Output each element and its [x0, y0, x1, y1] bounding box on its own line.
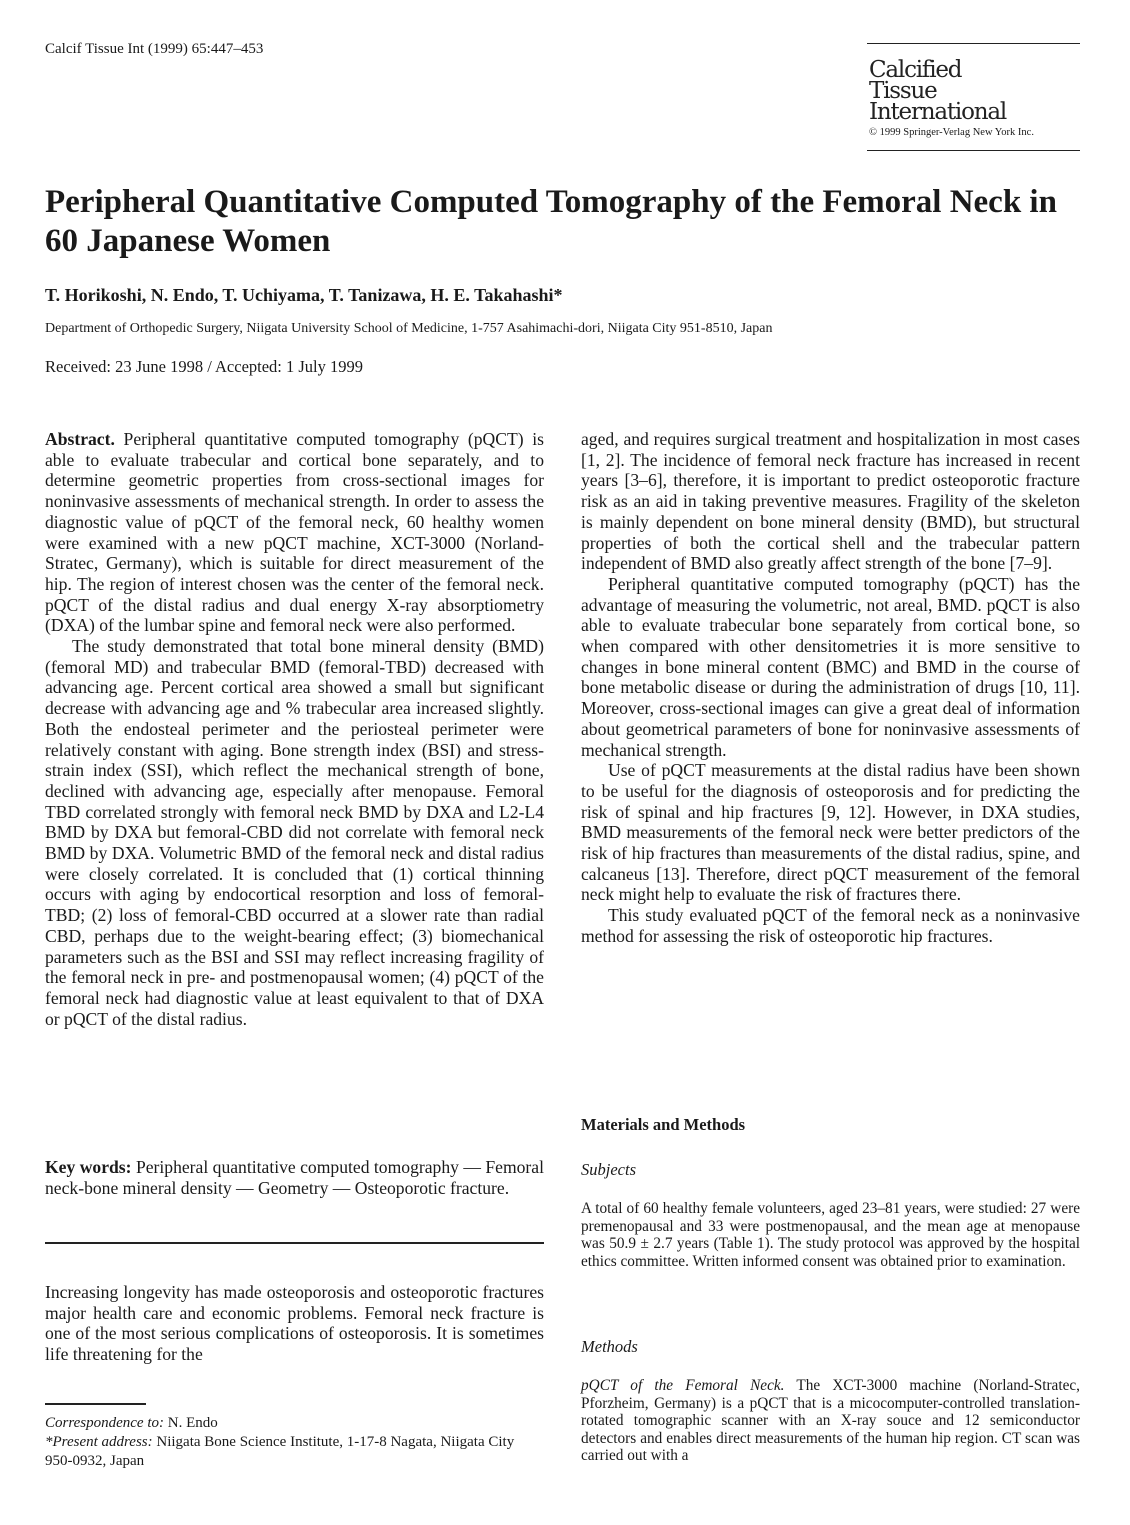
keywords-label: Key words:: [45, 1157, 132, 1177]
received-dates: Received: 23 June 1998 / Accepted: 1 July 1999: [45, 357, 364, 376]
abstract-label: Abstract.: [45, 429, 115, 449]
subjects-heading: Subjects: [581, 1160, 636, 1179]
journal-citation: Calcif Tissue Int (1999) 65:447–453: [45, 41, 264, 57]
right-paragraph-2: Peripheral quantitative computed tomography (pQCT) has the advantage of measuring the volumetric, not areal, BMD. pQCT is also able to evaluate trabecular bone separately from cortical bone, so when compared with other densitometries it is more sensitive to changes in bone mineral content (BMC) and BMD in the course of bone metabolic disease or during the administration of drugs [10, 11]. Moreover, cross-sectional images can give a great deal of information about geometrical parameters of bone for noninvasive assessments of mechanical strength.: [581, 573, 1080, 760]
right-paragraph-3: Use of pQCT measurements at the distal radius have been shown to be useful for the diagnosis of osteoporosis and for predicting the risk of spinal and hip fractures [9, 12]. However, in DXA studies, BMD measurements of the femoral neck were better predictors of the risk of hip fractures than measurements of the distal radius, spine, and calcaneus [13]. Therefore, direct pQCT measurement of the femoral neck might help to evaluate the risk of fractures there.: [581, 760, 1080, 905]
abstract-text-1: Peripheral quantitative computed tomography (pQCT) is able to evaluate trabecular and cortical bone separately, and to determine geometric properties from cross-sectional images for noninvasive assessments of mechanical strength. In order to assess the diagnostic value of pQCT of the femoral neck, 60 healthy women were examined with a new pQCT machine, XCT-3000 (Norland-Stratec, Germany), which is suitable for direct measurement of the hip. The region of interest chosen was the center of the femoral neck. pQCT of the distal radius and dual energy X-ray absorptiometry (DXA) of the lumbar spine and femoral neck were also performed.: [45, 429, 544, 636]
methods-heading: Methods: [581, 1337, 638, 1356]
correspondence-name: N. Endo: [167, 1415, 218, 1431]
author-list: T. Horikoshi, N. Endo, T. Uchiyama, T. Tanizawa, H. E. Takahashi*: [45, 285, 563, 305]
present-address-footnote: [45, 1433, 544, 1471]
article-title: Peripheral Quantitative Computed Tomography of the Femoral Neck in 60 Japanese Women: [45, 184, 1057, 259]
abstract-paragraph-2: The study demonstrated that total bone mineral density (BMD) (femoral MD) and trabecular BMD (femoral-TBD) decreased with advancing age. Percent cortical area showed a small but significant decrease with advancing age and % trabecular area increased slightly. Both the endosteal perimeter and the periosteal perimeter were relatively constant with aging. Bone strength index (BSI) and stress-strain index (SSI), which reflect the mechanical strength of bone, declined with advancing age, especially after menopause. Femoral TBD correlated strongly with femoral neck BMD by DXA and L2-L4 BMD by DXA but femoral-CBD did not correlate with femoral neck BMD by DXA. Volumetric BMD of the femoral neck and distal radius were closely correlated. It is concluded that (1) cortical thinning occurs with aging by endocortical resorption and loss of femoral-TBD; (2) loss of femoral-CBD occurred at a slower rate than radial CBD, perhaps due to the weight-bearing effect; (3) biomechanical parameters such as the BSI and SSI may reflect increasing fragility of the femoral neck in pre- and postmenopausal women; (4) pQCT of the femoral neck had diagnostic value at least equivalent to that of DXA or pQCT of the distal radius.: [45, 636, 544, 1029]
footnote-rule: [45, 1403, 146, 1405]
pqct-femoral-neck-paragraph: [581, 1377, 1080, 1465]
journal-logo: [867, 43, 1080, 151]
introduction: [45, 1282, 544, 1365]
intro-paragraph-1: Increasing longevity has made osteoporosis and osteoporotic fractures major health care and economic problems. Femoral neck fracture is one of the most serious complications of osteoporosis. It is sometimes life threatening for the: [45, 1282, 544, 1365]
keywords-text: Peripheral quantitative computed tomography — Femoral neck-bone mineral density — Geometry — Osteoporotic fracture.: [45, 1157, 544, 1198]
right-paragraph-4: This study evaluated pQCT of the femoral neck as a noninvasive method for assessing the risk of osteoporotic hip fractures.: [581, 905, 1080, 946]
abstract: [45, 429, 544, 1029]
correspondence-label: Correspondence to:: [45, 1415, 165, 1431]
present-address-text: Niigata Bone Science Institute, 1-17-8 Nagata, Niigata City 950-0932, Japan: [45, 1434, 515, 1469]
pqct-label: pQCT of the Femoral Neck.: [581, 1377, 785, 1394]
keywords-paragraph: [45, 1157, 544, 1198]
right-paragraph-1: aged, and requires surgical treatment and hospitalization in most cases [1, 2]. The incidence of femoral neck fracture has increased in recent years [3–6], therefore, it is important to predict osteoporotic fracture risk as an aid in taking preventive measures. Fragility of the skeleton is mainly dependent on bone mineral density (BMD), but structural properties of both the cortical shell and the trabecular pattern independent of BMD also greatly affect strength of the bone [7–9].: [581, 429, 1080, 574]
footnotes: [45, 1414, 544, 1471]
pqct-text: The XCT-3000 machine (Norland-Stratec, Pforzheim, Germany) is a pQCT that is a micocomputer-controlled translation-rotated tomographic scanner with an X-ray souce and 12 semiconductor detectors and enables direct measurements of the human hip region. CT scan was carried out with a: [581, 1377, 1080, 1464]
materials-methods-heading: Materials and Methods: [581, 1115, 746, 1134]
affiliation: Department of Orthopedic Surgery, Niigata University School of Medicine, 1-757 Asahimachi-dori, Niigata City 951-8510, Japan: [45, 321, 773, 336]
present-address-label: *Present address:: [45, 1434, 153, 1450]
logo-line-tissue: Tissue: [869, 78, 937, 104]
logo-line-international: International: [869, 99, 1006, 125]
correspondence-footnote: [45, 1414, 544, 1433]
introduction-continued: [581, 429, 1080, 947]
copyright-notice: © 1999 Springer-Verlag New York Inc.: [869, 127, 1034, 138]
abstract-separator-rule: [45, 1242, 544, 1244]
logo-line-calcified: Calcified: [869, 57, 962, 83]
subjects-text: A total of 60 healthy female volunteers, aged 23–81 years, were studied: 27 were premenopausal and 33 were postmenopausal, and the mean age at menopause was 50.9 ± 2.7 years (Table 1). The study protocol was approved by the hospital ethics committee. Written informed consent was obtained prior to examination.: [581, 1200, 1080, 1270]
abstract-paragraph-1: [45, 429, 544, 636]
keywords: [45, 1157, 544, 1198]
